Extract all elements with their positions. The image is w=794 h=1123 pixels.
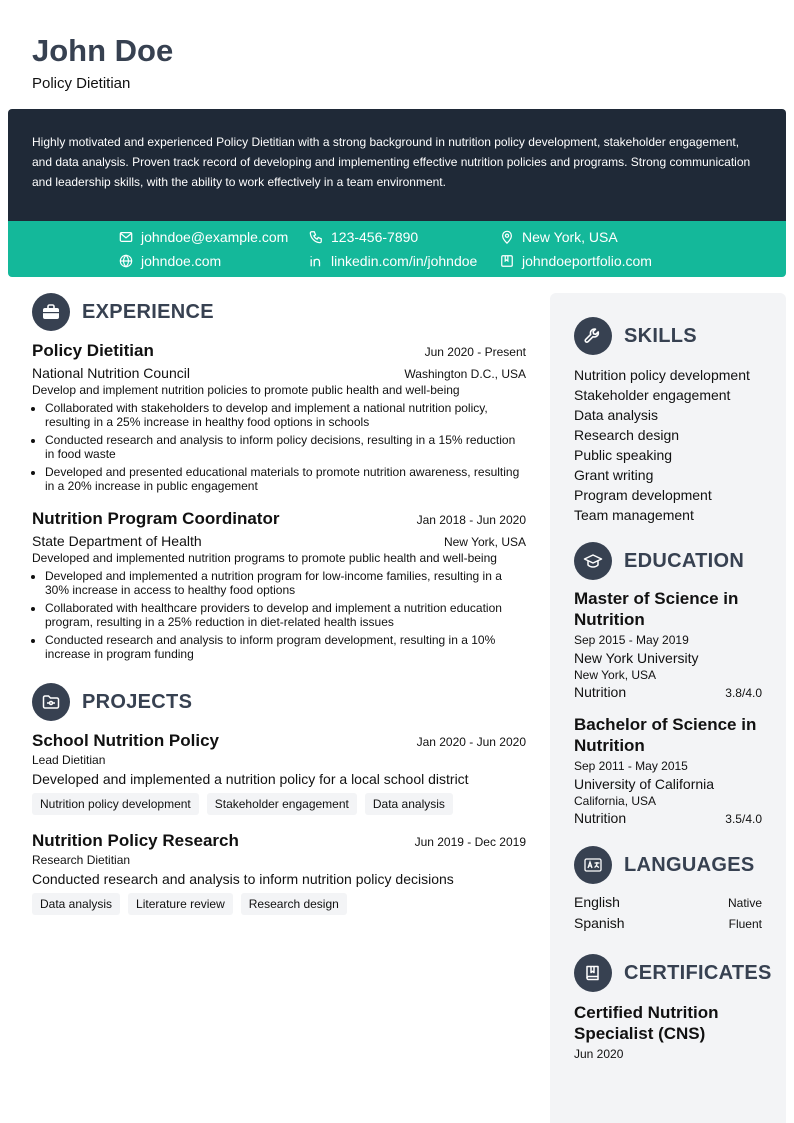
job-date: Jan 2018 - Jun 2020 — [416, 513, 526, 527]
education-section-header — [574, 542, 762, 580]
skills-list — [574, 365, 762, 525]
edu-school: University of California — [574, 776, 715, 792]
project-description: Developed and implemented a nutrition policy for a local school district — [32, 771, 469, 787]
edu-field: Nutrition — [574, 810, 627, 826]
projects-heading: PROJECTS — [82, 690, 193, 713]
summary-contact-block — [8, 109, 786, 277]
edu-location: California, USA — [574, 794, 657, 808]
project-description: Conducted research and analysis to inform nutrition policy decisions — [32, 871, 454, 887]
project-tag: Data analysis — [365, 793, 453, 815]
skill-item: Research design — [574, 427, 680, 443]
language-item — [574, 892, 762, 913]
job-bullet: • Conducted research and analysis to inform policy decisions, resulting in a 15% reduction in food waste — [45, 433, 526, 461]
portfolio-icon — [500, 254, 514, 268]
job-bullet: • Collaborated with healthcare providers to develop and implement a nutrition education program, resulting in a 25% reduction in diet-related health issues — [45, 601, 526, 629]
job-description: Develop and implement nutrition policies to promote public health and well-being — [32, 383, 460, 397]
project-role: Research Dietitian — [32, 853, 131, 867]
edu-gpa: 3.5/4.0 — [725, 812, 762, 826]
project-title: School Nutrition Policy — [32, 731, 220, 750]
project-tag: Literature review — [128, 893, 233, 915]
candidate-title: Policy Dietitian — [32, 75, 131, 92]
contact-bar — [8, 221, 786, 277]
language-level: Native — [727, 896, 762, 910]
edu-date: Sep 2015 - May 2019 — [574, 633, 689, 647]
certificate-date: Jun 2020 — [574, 1047, 624, 1061]
experience-item — [32, 341, 526, 493]
project-tag: Data analysis — [32, 893, 120, 915]
languages-heading: LANGUAGES — [624, 853, 755, 876]
mail-icon — [119, 230, 133, 244]
skill-item: Team management — [574, 507, 694, 523]
contact-email[interactable] — [119, 227, 288, 247]
skill-item: Data analysis — [574, 407, 659, 423]
job-title: Nutrition Program Coordinator — [32, 509, 280, 528]
language-name: English — [574, 894, 620, 910]
skills-section-header — [574, 317, 762, 355]
experience-heading: EXPERIENCE — [82, 300, 214, 323]
main-column — [32, 293, 526, 915]
certificates-heading: CERTIFICATES — [624, 961, 772, 984]
job-bullets — [45, 569, 526, 661]
skill-item: Program development — [574, 487, 712, 503]
location-pin-icon — [500, 230, 514, 244]
experience-item — [32, 509, 526, 661]
project-tag: Stakeholder engagement — [207, 793, 357, 815]
education-item — [574, 714, 762, 826]
experience-section-header — [32, 293, 526, 331]
project-title: Nutrition Policy Research — [32, 831, 239, 850]
languages-list — [574, 892, 762, 934]
website-text: johndoe.com — [141, 253, 222, 269]
linkedin-text: linkedin.com/in/johndoe — [331, 253, 478, 269]
contact-website[interactable] — [119, 251, 221, 271]
skill-item: Grant writing — [574, 467, 654, 483]
folder-icon — [32, 683, 70, 721]
phone-text: 123-456-7890 — [331, 229, 419, 245]
edu-location: New York, USA — [574, 668, 657, 682]
education-item — [574, 588, 762, 700]
project-item — [32, 731, 526, 815]
summary-text: Highly motivated and experienced Policy Dietitian with a strong background in nutrition policy development, stakeholder engagement, and data analysis. Proven track record of developing and implementing effective nutrition policies and programs. Strong communication and leadership skills, with the ability to work effectively in a team environment. — [8, 109, 786, 221]
location-text: New York, USA — [522, 229, 618, 245]
skills-heading: SKILLS — [624, 324, 697, 347]
job-bullets — [45, 401, 526, 493]
language-name: Spanish — [574, 915, 625, 931]
contact-location — [500, 227, 618, 247]
language-item — [574, 913, 762, 934]
linkedin-icon — [309, 254, 323, 268]
project-tag: Nutrition policy development — [32, 793, 199, 815]
email-text: johndoe@example.com — [141, 229, 289, 245]
wrench-icon — [574, 317, 612, 355]
project-role: Lead Dietitian — [32, 753, 106, 767]
job-org: State Department of Health — [32, 533, 202, 549]
project-tag: Research design — [241, 893, 347, 915]
candidate-name: John Doe — [32, 33, 174, 68]
globe-icon — [119, 254, 133, 268]
edu-gpa: 3.8/4.0 — [725, 686, 762, 700]
contact-portfolio[interactable] — [500, 251, 652, 271]
graduation-cap-icon — [574, 542, 612, 580]
project-tags — [32, 793, 526, 815]
project-date: Jan 2020 - Jun 2020 — [416, 735, 526, 749]
skill-item: Stakeholder engagement — [574, 387, 731, 403]
projects-section-header — [32, 683, 526, 721]
job-bullet: • Developed and implemented a nutrition program for low-income families, resulting in a 30% increase in access to healthy food options — [45, 569, 526, 597]
translate-icon — [574, 846, 612, 884]
sidebar-column — [550, 293, 786, 1123]
edu-date: Sep 2011 - May 2015 — [574, 759, 688, 773]
languages-section-header — [574, 846, 762, 884]
project-item — [32, 831, 526, 915]
briefcase-icon — [32, 293, 70, 331]
project-date: Jun 2019 - Dec 2019 — [414, 835, 526, 849]
job-org: National Nutrition Council — [32, 365, 190, 381]
certificate-name: Certified Nutrition Specialist (CNS) — [574, 1003, 719, 1043]
job-location: New York, USA — [443, 535, 526, 549]
certificate-item — [574, 1002, 762, 1061]
resume-header — [32, 32, 173, 92]
certificate-book-icon — [574, 954, 612, 992]
skill-item: Public speaking — [574, 447, 673, 463]
edu-school: New York University — [574, 650, 699, 666]
skill-item: Nutrition policy development — [574, 367, 750, 383]
project-tags — [32, 893, 526, 915]
job-bullet: • Collaborated with stakeholders to develop and implement a national nutrition policy, resulting in a 25% increase in healthy food options in schools — [45, 401, 526, 429]
portfolio-text: johndoeportfolio.com — [522, 253, 652, 269]
edu-field: Nutrition — [574, 684, 627, 700]
edu-degree: Master of Science in Nutrition — [574, 589, 739, 629]
job-location: Washington D.C., USA — [404, 367, 526, 381]
job-date: Jun 2020 - Present — [424, 345, 526, 359]
job-bullet: • Developed and presented educational materials to promote nutrition awareness, resulting in a 20% increase in public engagement — [45, 465, 526, 493]
job-title: Policy Dietitian — [32, 341, 154, 360]
contact-phone[interactable] — [309, 227, 418, 247]
contact-linkedin[interactable] — [309, 251, 477, 271]
edu-degree: Bachelor of Science in Nutrition — [574, 715, 757, 755]
language-level: Fluent — [728, 917, 762, 931]
job-description: Developed and implemented nutrition programs to promote public health and well-being — [32, 551, 497, 565]
education-heading: EDUCATION — [624, 549, 745, 572]
job-bullet: • Conducted research and analysis to inform program development, resulting in a 10% increase in program funding — [45, 633, 526, 661]
certificates-section-header — [574, 954, 772, 992]
phone-icon — [309, 230, 323, 244]
